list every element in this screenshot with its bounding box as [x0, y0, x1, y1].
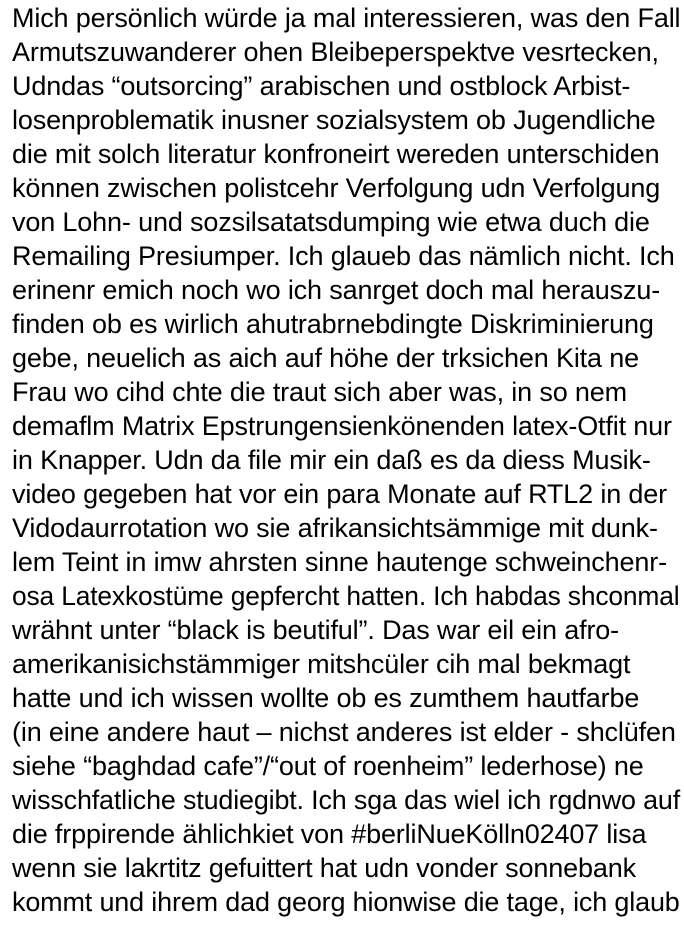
text-line: finden ob es wirlich ahutrabrnebdingte Diskriminierung: [12, 309, 654, 339]
text-line: wrähnt unter “black is beutiful”. Das war eil ein afro-: [12, 615, 620, 645]
text-line: können zwischen polistcehr Verfolgung udn Verfolgung: [12, 173, 661, 203]
text-line: lem Teint in imw ahrsten sinne hautenge schweinchenr-: [12, 547, 667, 577]
text-line: die mit solch literatur konfroneirt wereden unterschiden: [12, 139, 660, 169]
text-line: Frau wo cihd chte die traut sich aber was, in so nem: [12, 377, 627, 407]
text-line: video gegeben hat vor ein para Monate auf RTL2 in der: [12, 479, 668, 509]
text-line: (in eine andere haut – nichst anderes ist elder - shclüfen: [12, 717, 676, 747]
text-line: amerikanisichstämmiger mitshcüler cih mal bekmagt: [12, 649, 631, 679]
text-line: Vidodaurrotation wo sie afrikansichtsämmige mit dunk-: [12, 513, 658, 543]
text-line: losenproblematik inusner sozialsystem ob Jugendliche: [12, 105, 656, 135]
text-line: erinenr emich noch wo ich sanrget doch mal herauszu-: [12, 275, 661, 305]
text-line: wenn sie lakrtitz gefuittert hat udn vonder sonnebank: [12, 853, 636, 883]
document-page: [12, 0, 684, 940]
text-line: gebe, neuelich as aich auf höhe der trksichen Kita ne: [12, 343, 639, 373]
text-line: die frppirende ählichkiet von #berliNueKölln02407 lisa: [12, 819, 647, 849]
text-line: Udndas “outsorcing” arabischen und ostblock Arbist-: [12, 71, 631, 101]
text-line: Armutszuwanderer ohen Bleibeperspektve vesrtecken,: [12, 37, 659, 67]
text-line: kommt und ihrem dad georg hionwise die tage, ich glaub: [12, 887, 680, 917]
text-line: Mich persönlich würde ja mal interessieren, was den Fall: [12, 3, 681, 33]
text-line: siehe “baghdad cafe”/“out of roenheim” lederhose) ne: [12, 751, 644, 781]
text-line: demaflm Matrix Epstrungensienkönenden latex-Otfit nur: [12, 411, 672, 441]
text-line: von Lohn- und sozsilsatatsdumping wie etwa duch die: [12, 207, 650, 237]
text-line: wisschfatliche studiegibt. Ich sga das wiel ich rgdnwo auf: [12, 785, 681, 815]
text-line: in Knapper. Udn da file mir ein daß es da diess Musik-: [12, 445, 651, 475]
text-line: Remailing Presiumper. Ich glaueb das nämlich nicht. Ich: [12, 241, 675, 271]
text-line: osa Latexkostüme gepfercht hatten. Ich habdas shconmal: [12, 581, 680, 611]
text-line: hatte und ich wissen wollte ob es zumthem hautfarbe: [12, 683, 640, 713]
